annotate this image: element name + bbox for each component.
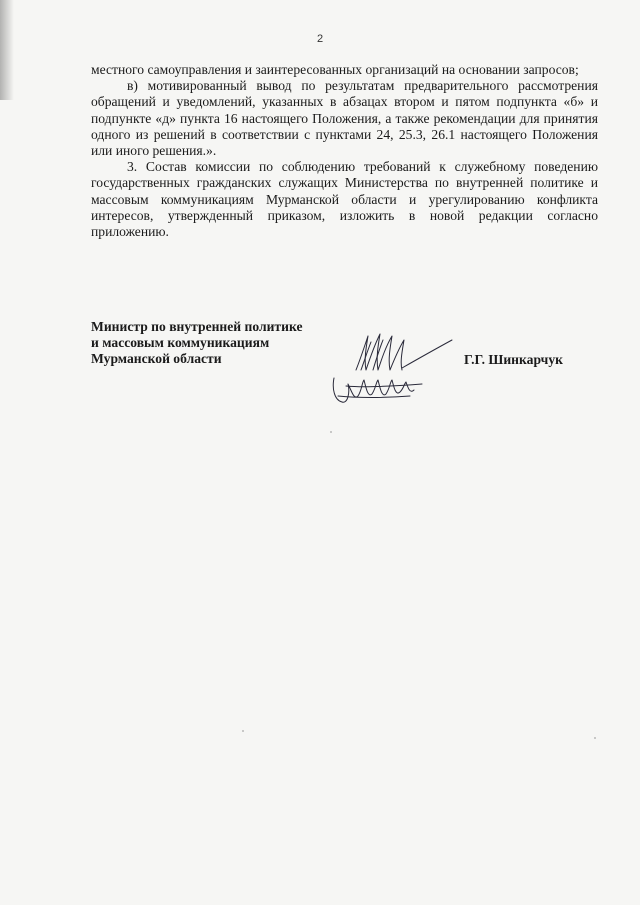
signatory-position — [91, 319, 302, 368]
paragraph-item-3: 3. Состав комиссии по соблюдению требований к служебному поведению государственных гражданских служащих Министерства по внутренней политике и массовым коммуникациям Мурманской области и урегулированию конфликта интересов, утвержденный приказом, изложить в новой редакции согласно приложению. — [91, 159, 598, 240]
signatory-position-line: Мурманской области — [91, 351, 222, 367]
scan-speck — [594, 737, 596, 739]
page-number: 2 — [316, 33, 324, 45]
paragraph-continuation: местного самоуправления и заинтересованных организаций на основании запросов; — [91, 62, 579, 77]
scan-speck — [330, 431, 332, 433]
scan-edge-shadow — [0, 0, 14, 100]
scan-speck — [242, 730, 244, 732]
signatory-position-line: и массовым коммуникациям — [91, 335, 270, 351]
handwritten-signature-image — [326, 330, 456, 410]
document-body — [91, 62, 598, 240]
signatory-name: Г.Г. Шинкарчук — [464, 352, 563, 367]
paragraph-item-v: в) мотивированный вывод по результатам предварительного рассмотрения обращений и уведомлений, указанных в абзацах втором и пятом подпункта «б» и подпункте «д» пункта 16 настоящего Положения, а также рекомендации для принятия одного из решений в соответствии с пунктами 24, 25.3, 26.1 настоящего Положения или иного решения.». — [91, 78, 598, 159]
signatory-position-line: Министр по внутренней политике — [91, 319, 303, 334]
